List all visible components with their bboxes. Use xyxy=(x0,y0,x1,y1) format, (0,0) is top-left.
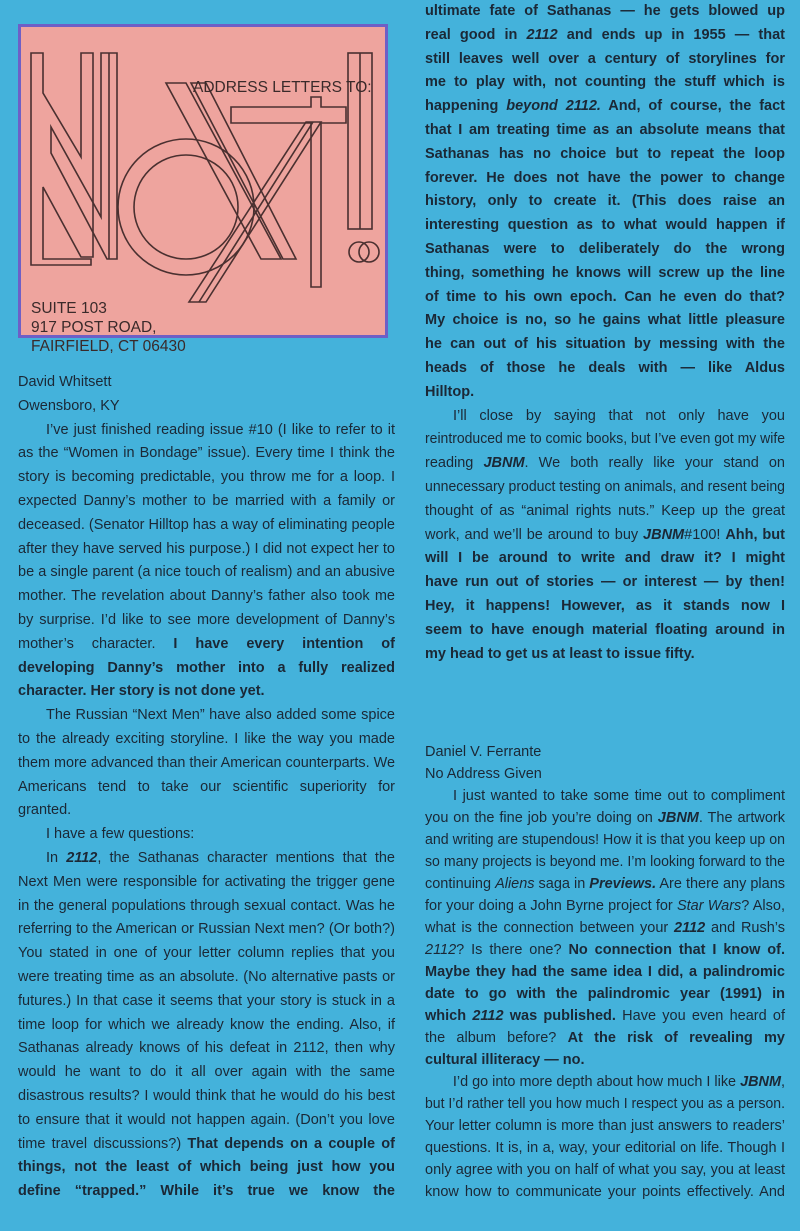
text-line xyxy=(425,851,785,873)
text-line xyxy=(18,990,395,1014)
emphasized-text: thing, something he knows will screw up the line xyxy=(425,264,785,281)
text-run: Next Men were responsible for activating the trigger gene xyxy=(18,873,395,890)
text-run: mother’s character. xyxy=(18,635,174,652)
emphasized-text: define “trapped.” While it’s true we know the xyxy=(18,1183,395,1200)
text-run: . The artwork xyxy=(698,810,785,826)
address-line: SUITE 103 xyxy=(31,300,107,317)
text-run: The Russian “Next Men” have also added some spice xyxy=(46,707,395,724)
text-run: story is becoming predictable, you throw me for a loop. I xyxy=(18,469,395,486)
text-line xyxy=(18,633,395,657)
text-run: would he want to do it all over again with the same xyxy=(18,1064,395,1081)
text-line xyxy=(18,1156,395,1180)
letter-header-line xyxy=(425,763,785,785)
text-run: . We both really like your stand on xyxy=(524,455,785,472)
emphasized-text: And, of course, the fact xyxy=(600,98,785,115)
text-line xyxy=(425,595,785,619)
emphasized-text: ultimate fate of Sathanas — he gets blowed up xyxy=(425,3,785,19)
text-line xyxy=(425,167,785,191)
address-header: ADDRESS LETTERS TO: xyxy=(193,79,372,96)
emphasized-text: date to go with the palindromic year (1991) in xyxy=(425,986,785,1002)
text-line xyxy=(425,1071,785,1093)
text-run: continuing xyxy=(425,876,496,892)
text-run: saga in xyxy=(534,876,590,892)
text-run: reading xyxy=(425,455,484,472)
text-line xyxy=(425,1049,785,1071)
text-line xyxy=(18,966,395,990)
emphasized-text: Maybe they had the same idea I did, a palindromic xyxy=(425,964,785,980)
reply-continued xyxy=(425,0,785,666)
text-run: referring to the American or Russian Next men? (Or both?) xyxy=(18,921,395,938)
text-run: #100! xyxy=(684,526,726,543)
emphasized-text: That depends on a couple of xyxy=(187,1135,395,1152)
text-run: expected Danny’s mother to be married with a family or xyxy=(18,492,395,509)
emphasized-text: history, only to create it. (This does raise an xyxy=(425,193,785,210)
emphasized-text: At the risk of revealing my xyxy=(567,1030,785,1046)
text-line xyxy=(425,286,785,310)
text-run: unnecessary product testing on animals, and resent being xyxy=(425,478,785,495)
emphasized-text: Sathanas were to deliberately do the wrong xyxy=(425,240,785,257)
text-line xyxy=(425,1093,785,1115)
text-line xyxy=(18,728,395,752)
text-line xyxy=(425,309,785,333)
text-line xyxy=(18,514,395,538)
text-line xyxy=(18,680,395,704)
mailbox-address-box xyxy=(18,24,388,355)
emphasized-text: me to play with, not counting the stuff which is xyxy=(425,74,785,91)
text-line xyxy=(425,961,785,983)
text-run: but I’d rather tell you how much I respect you as a person. xyxy=(425,1096,785,1112)
text-run: , xyxy=(780,1074,785,1090)
text-line xyxy=(18,490,395,514)
text-line xyxy=(425,619,785,643)
text-line xyxy=(425,0,785,24)
text-run: ? Is there one? xyxy=(456,942,569,958)
text-line xyxy=(425,571,785,595)
text-line xyxy=(425,939,785,961)
emphasized-text: Hey, it happens! However, as it stands now I xyxy=(425,597,785,614)
emphasized-text: 2112 xyxy=(472,1008,504,1024)
text-line xyxy=(425,48,785,72)
emphasized-text: character. Her story is not done yet. xyxy=(18,683,265,700)
text-line xyxy=(18,895,395,919)
text-line xyxy=(18,419,395,443)
emphasized-text: 2112 xyxy=(674,920,706,936)
emphasized-text: real good in xyxy=(425,26,527,43)
text-line xyxy=(425,24,785,48)
text-line xyxy=(18,823,395,847)
emphasized-text: he can out of his situation by messing with the xyxy=(425,336,785,353)
emphasized-text: JBNM xyxy=(643,526,685,543)
text-line xyxy=(425,643,785,667)
text-run: to ensure that it would not happen again. (Don’t you love xyxy=(18,1111,395,1128)
emphasized-text: 2112 xyxy=(66,849,98,866)
emphasized-text: No connection that I know of. xyxy=(568,942,785,958)
emphasized-text: 2112 xyxy=(425,942,457,958)
emphasized-text: still leaves well over a century of storylines for xyxy=(425,50,785,67)
text-run: by surprise. I’d like to see more development of Danny’s xyxy=(18,611,395,628)
text-line xyxy=(18,1037,395,1061)
text-line xyxy=(425,785,785,807)
text-run: No Address Given xyxy=(425,766,542,782)
emphasized-text: interesting question as to what would happen if xyxy=(425,217,785,234)
text-run: Daniel V. Ferrante xyxy=(425,744,542,760)
text-line xyxy=(425,95,785,119)
text-line xyxy=(18,442,395,466)
text-run: disastrous results? I would think that he would do his best xyxy=(18,1087,395,1104)
emphasized-text: JBNM xyxy=(483,455,525,472)
text-line xyxy=(18,657,395,681)
emphasized-text: of time to his own epoch. Can he even do that? xyxy=(425,288,785,305)
text-line xyxy=(425,71,785,95)
text-run: , the Sathanas character mentions that the xyxy=(97,849,395,866)
emphasized-text: Ahh, but xyxy=(725,526,785,543)
text-run: You stated in one of your letter column replies that you xyxy=(18,945,395,962)
text-run: In xyxy=(46,849,67,866)
text-line xyxy=(18,561,395,585)
text-line xyxy=(425,381,785,405)
text-run: as the “Women in Bondage” issue). Every time I think the xyxy=(18,445,395,462)
text-run: I’d go into more depth about how much I like xyxy=(452,1074,741,1090)
emphasized-text: developing Danny’s mother into a fully realized xyxy=(18,659,395,676)
text-run: futures.) In that case it seems that your story is stuck in a xyxy=(18,992,395,1009)
text-run: Your letter column is more than just answers to readers’ xyxy=(425,1118,785,1134)
text-line xyxy=(18,799,395,823)
emphasized-text: forever. He does not have the power to change xyxy=(425,169,785,186)
text-run: Have you even heard of xyxy=(615,1008,785,1024)
emphasized-text: cultural illiteracy — no. xyxy=(425,1052,585,1068)
emphasized-text: which xyxy=(425,1008,473,1024)
text-run: I’ll close by saying that not only have you xyxy=(453,407,785,424)
text-line xyxy=(18,1109,395,1133)
text-run: you on the fine job you’re doing on xyxy=(425,810,658,826)
emphasized-text: beyond 2112. xyxy=(506,98,601,115)
text-line xyxy=(425,452,785,476)
text-run: Owensboro, KY xyxy=(18,397,120,414)
text-run: thought of as “animal rights nuts.” Keep up the great xyxy=(425,502,785,519)
text-run: work, and we’ll be around to buy xyxy=(425,526,644,543)
text-run: granted. xyxy=(18,802,72,819)
text-run: and writing are stupendous! How it is that you keep up on xyxy=(425,832,785,848)
text-line xyxy=(425,917,785,939)
text-line xyxy=(425,476,785,500)
text-line xyxy=(425,873,785,895)
text-line xyxy=(425,333,785,357)
letter-header-line xyxy=(425,741,785,763)
text-line xyxy=(425,500,785,524)
text-run: after they have served his purpose.) I did not expect her to xyxy=(18,540,395,557)
text-run: Americans tend to take our scientific superiority for xyxy=(18,778,395,795)
text-line xyxy=(18,918,395,942)
text-line xyxy=(425,895,785,917)
emphasized-text: JBNM xyxy=(740,1074,781,1090)
emphasized-text: JBNM xyxy=(657,810,699,826)
text-run: I just wanted to take some time out to compliment xyxy=(453,788,785,804)
emphasized-text: I have every intention of xyxy=(173,635,395,652)
emphasized-text: have run out of stories — or interest — by then! xyxy=(425,574,785,591)
text-run: I have a few questions: xyxy=(46,826,195,843)
emphasized-text: will I be around to write and draw it? I might xyxy=(425,550,785,567)
text-run: the album before? xyxy=(425,1030,568,1046)
text-run: time loop for which we already know the ending. Also, if xyxy=(18,1016,395,1033)
text-line xyxy=(425,143,785,167)
text-line xyxy=(425,1159,785,1181)
text-run: what is the connection between your xyxy=(425,920,675,936)
text-run: in the general populations through sexual contact. Was he xyxy=(18,897,395,914)
text-run: Sathanas already knows of his defeat in 2112, then why xyxy=(18,1040,395,1057)
text-run: questions. It is, in a, way, your editorial on life. Though I xyxy=(425,1140,785,1156)
text-run: deceased. (Senator Hilltop has a way of eliminating people xyxy=(18,516,395,533)
text-run: and Rush’s xyxy=(705,920,786,936)
emphasized-text: my head to get us at least to issue fifty. xyxy=(425,645,695,662)
letter-daniel-ferrante xyxy=(425,741,785,1203)
text-line xyxy=(425,1137,785,1159)
emphasized-text: and ends up in 1955 — that xyxy=(557,26,785,43)
text-line xyxy=(425,1115,785,1137)
text-line xyxy=(18,1061,395,1085)
text-line xyxy=(425,238,785,262)
emphasized-text: was published. xyxy=(503,1008,616,1024)
text-line xyxy=(425,983,785,1005)
text-run: David Whitsett xyxy=(18,374,112,390)
letter-header-line xyxy=(18,371,395,395)
text-run: them more advanced than their American counterparts. We xyxy=(18,754,395,771)
text-run: mother. The revelation about Danny’s father also took me xyxy=(18,588,395,605)
text-line xyxy=(425,807,785,829)
text-line xyxy=(18,1180,395,1204)
emphasized-text: My choice is no, so he gains what little pleasure xyxy=(425,312,785,329)
text-line xyxy=(18,466,395,490)
text-line xyxy=(425,1181,785,1203)
text-line xyxy=(425,1027,785,1049)
address-line: FAIRFIELD, CT 06430 xyxy=(31,338,186,355)
address-line: 917 POST ROAD, xyxy=(31,319,157,336)
emphasized-text: Star Wars xyxy=(676,898,742,914)
text-line xyxy=(18,1133,395,1157)
emphasized-text: Sathanas has no choice but to repeat the loop xyxy=(425,145,785,162)
next-logo-icon xyxy=(21,27,385,335)
text-run: be a single parent (a nice touch of realism) and an abusive xyxy=(18,564,395,581)
text-line xyxy=(425,524,785,548)
emphasized-text: heads of those he deals with — like Aldus xyxy=(425,359,785,376)
letter-header-line xyxy=(18,395,395,419)
text-line xyxy=(425,829,785,851)
text-line xyxy=(425,428,785,452)
emphasized-text: things, not the least of which being just how you xyxy=(18,1159,395,1176)
text-line xyxy=(18,847,395,871)
text-line xyxy=(425,357,785,381)
text-run: to the already exciting storyline. I like the way you made xyxy=(18,730,395,747)
text-line xyxy=(18,942,395,966)
text-line xyxy=(18,609,395,633)
emphasized-text: Previews. xyxy=(589,876,657,892)
text-run: I’ve just finished reading issue #10 (I like to refer to it xyxy=(46,421,395,438)
text-line xyxy=(18,1085,395,1109)
text-run: time travel discussions?) xyxy=(18,1135,188,1152)
text-line xyxy=(425,119,785,143)
text-run: ? Also, xyxy=(741,898,785,914)
text-run: know how to communicate your points effectively. And xyxy=(425,1184,785,1200)
text-line xyxy=(425,405,785,429)
emphasized-text: 2112 xyxy=(526,26,558,43)
text-line xyxy=(425,214,785,238)
emphasized-text: that I am treating time as an absolute means that xyxy=(425,121,785,138)
text-run: for your doing a John Byrne project for xyxy=(425,898,677,914)
text-line xyxy=(18,1014,395,1038)
text-line xyxy=(425,262,785,286)
text-line xyxy=(18,538,395,562)
text-line xyxy=(18,704,395,728)
text-run: so many projects is beyond me. I’m looking forward to the xyxy=(425,854,785,870)
emphasized-text: happening xyxy=(425,98,507,115)
text-line xyxy=(425,547,785,571)
letter-david-whitsett xyxy=(18,371,395,1204)
text-line xyxy=(425,1005,785,1027)
text-run: Are there any plans xyxy=(656,876,785,892)
text-line xyxy=(18,776,395,800)
text-line xyxy=(18,585,395,609)
emphasized-text: Hilltop. xyxy=(425,383,475,400)
text-line xyxy=(18,871,395,895)
emphasized-text: seem to have enough material floating around in xyxy=(425,621,785,638)
emphasized-text: Aliens xyxy=(495,876,535,892)
text-line xyxy=(425,190,785,214)
text-run: only agree with you on half of what you say, you at least xyxy=(425,1162,785,1178)
text-line xyxy=(18,752,395,776)
text-run: reintroduced me to comic books, but I’ve even got my wife xyxy=(425,431,785,448)
mailing-address xyxy=(31,299,186,356)
text-run: were treating time as an absolute. (No alternative pasts or xyxy=(18,968,395,985)
